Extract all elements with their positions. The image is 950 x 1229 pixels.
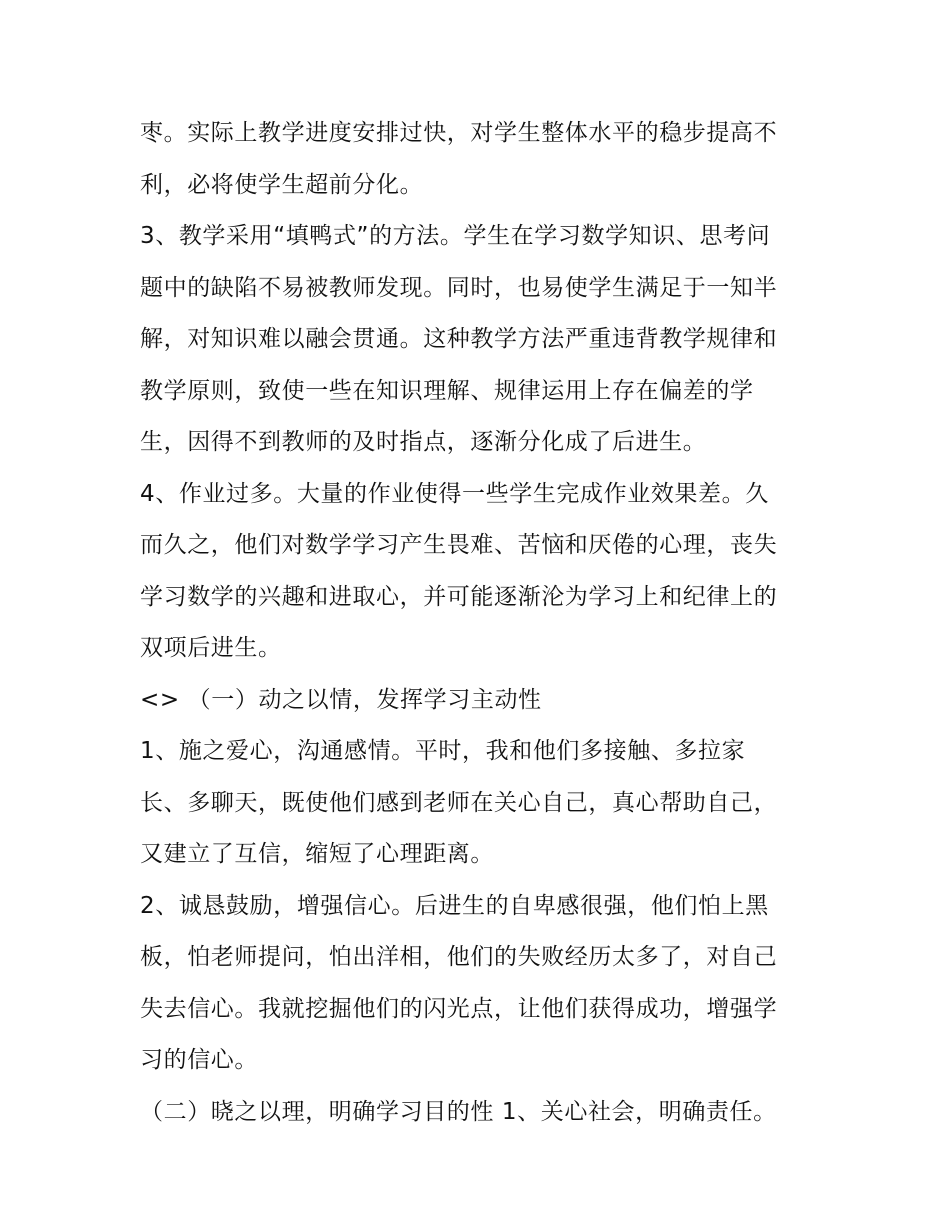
text-line: 学习数学的兴趣和进取心，并可能逐渐沦为学习上和纪律上的 xyxy=(140,583,778,610)
text-line: 双项后进生。 xyxy=(140,635,282,661)
text-line: 4、作业过多。大量的作业使得一些学生完成作业效果差。久 xyxy=(140,480,769,507)
text-line: 长、多聊天，既使他们感到老师在关心自己，真心帮助自己， xyxy=(140,789,778,816)
text-line: 解，对知识难以融会贯通。这种教学方法严重违背教学规律和 xyxy=(140,326,778,352)
text-line: 又建立了互信，缩短了心理距离。 xyxy=(140,841,494,867)
text-line: 习的信心。 xyxy=(140,1047,258,1073)
section-heading: （二）晓之以理，明确学习目的性 1、关心社会，明确责任。 xyxy=(140,1098,777,1125)
text-line: 而久之，他们对数学学习产生畏难、苦恼和厌倦的心理，丧失 xyxy=(140,532,778,558)
text-line: 教学原则，致使一些在知识理解、规律运用上存在偏差的学 xyxy=(140,377,754,404)
text-line: 1、施之爱心，沟通感情。平时，我和他们多接触、多拉家 xyxy=(140,738,746,764)
text-line: 失去信心。我就挖掘他们的闪光点，让他们获得成功，增强学 xyxy=(140,995,778,1022)
text-line: 生，因得不到教师的及时指点，逐渐分化成了后进生。 xyxy=(140,429,707,455)
section-heading: <> （一）动之以情，发挥学习主动性 xyxy=(140,686,542,713)
text-line: 枣。实际上教学进度安排过快，对学生整体水平的稳步提高不 xyxy=(140,120,778,146)
text-line: 3、教学采用“填鸭式”的方法。学生在学习数学知识、思考问 xyxy=(140,223,771,249)
text-line: 利，必将使学生超前分化。 xyxy=(140,171,424,198)
text-line: 2、诚恳鼓励，增强信心。后进生的自卑感很强，他们怕上黑 xyxy=(140,892,769,919)
text-line: 题中的缺陷不易被教师发现。同时，也易使学生满足于一知半 xyxy=(140,274,778,301)
text-line: 板，怕老师提问，怕出洋相，他们的失败经历太多了，对自己 xyxy=(140,944,778,970)
document-body xyxy=(140,108,830,1138)
